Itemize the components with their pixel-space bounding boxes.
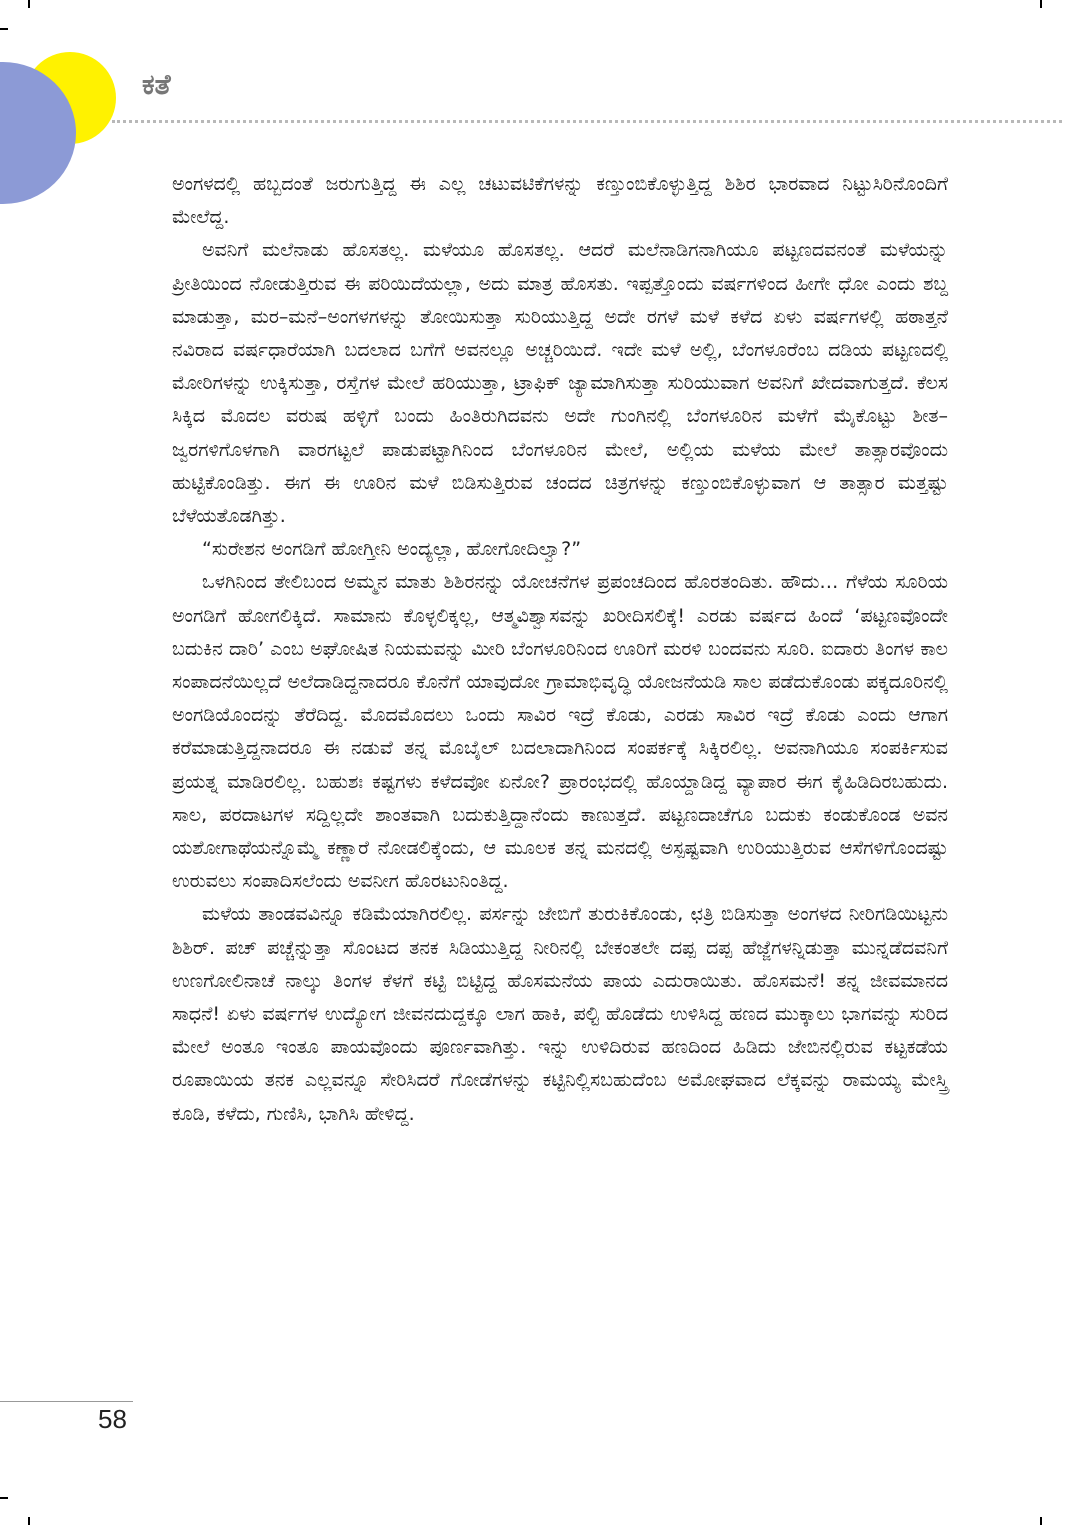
story-paragraph: ಅಂಗಳದಲ್ಲಿ ಹಬ್ಬದಂತೆ ಜರುಗುತ್ತಿದ್ದ ಈ ಎಲ್ಲ ಚಟುವಟಿಕೆಗಳನ್ನು ಕಣ್ತುಂಬಿಕೊಳ್ಳುತ್ತಿದ್ದ ಶಿಶಿರ ಭಾರವಾದ ನಿಟ್ಟುಸಿರಿನೊಂದಿಗೆ ಮೇಲೆದ್ದ. bbox=[172, 173, 948, 229]
crop-mark-left-lower bbox=[0, 1497, 8, 1499]
story-paragraph: ಅವನಿಗೆ ಮಲೆನಾಡು ಹೊಸತಲ್ಲ. ಮಳೆಯೂ ಹೊಸತಲ್ಲ. ಆದರೆ ಮಲೆನಾಡಿಗನಾಗಿಯೂ ಪಟ್ಟಣದವನಂತೆ ಮಳೆಯನ್ನು ಪ್ರೀತಿಯಿಂದ ನೋಡುತ್ತಿರುವ ಈ ಪರಿಯಿದೆಯಲ್ಲಾ, ಅದು ಮಾತ್ರ ಹೊಸತು. ಇಪ್ಪತ್ತೊಂದು ವರ್ಷಗಳಿಂದ ಹೀಗೇ ಧೋ ಎಂದು ಶಬ್ದ ಮಾಡುತ್ತಾ, ಮರ–ಮನೆ–ಅಂಗಳಗಳನ್ನು ತೋಯಿಸುತ್ತಾ ಸುರಿಯುತ್ತಿದ್ದ ಅದೇ ರಗಳೆ ಮಳೆ ಕಳೆದ ಏಳು ವರ್ಷಗಳಲ್ಲಿ ಹಠಾತ್ತನೆ ನವಿರಾದ ವರ್ಷಧಾರೆಯಾಗಿ ಬದಲಾದ ಬಗೆಗೆ ಅವನಲ್ಲೂ ಅಚ್ಚರಿಯಿದೆ. ಇದೇ ಮಳೆ ಅಲ್ಲಿ, ಬೆಂಗಳೂರೆಂಬ ದಡಿಯ ಪಟ್ಟಣದಲ್ಲಿ ಮೋರಿಗಳನ್ನು ಉಕ್ಕಿಸುತ್ತಾ, ರಸ್ತೆಗಳ ಮೇಲೆ ಹರಿಯುತ್ತಾ, ಟ್ರಾಫಿಕ್ ಜ್ಯಾಮಾಗಿಸುತ್ತಾ ಸುರಿಯುವಾಗ ಅವನಿಗೆ ಖೇದವಾಗುತ್ತದೆ. ಕೆಲಸ ಸಿಕ್ಕಿದ ಮೊದಲ ವರುಷ ಹಳ್ಳಿಗೆ ಬಂದು ಹಿಂತಿರುಗಿದವನು ಅದೇ ಗುಂಗಿನಲ್ಲಿ ಬೆಂಗಳೂರಿನ ಮಳೆಗೆ ಮೈಕೊಟ್ಟು ಶೀತ–ಜ್ವರಗಳಿಗೊಳಗಾಗಿ ವಾರಗಟ್ಟಲೆ ಪಾಡುಪಟ್ಟಾಗಿನಿಂದ ಬೆಂಗಳೂರಿನ ಮೇಲೆ, ಅಲ್ಲಿಯ ಮಳೆಯ ಮೇಲೆ ತಾತ್ಸಾರವೊಂದು ಹುಟ್ಟಿಕೊಂಡಿತ್ತು. ಈಗ ಈ ಊರಿನ ಮಳೆ ಬಿಡಿಸುತ್ತಿರುವ ಚಂದದ ಚಿತ್ರಗಳನ್ನು ಕಣ್ತುಂಬಿಕೊಳ್ಳುವಾಗ ಆ ತಾತ್ಸಾರ ಮತ್ತಷ್ಟು ಬೆಳೆಯತೊಡಗಿತ್ತು. bbox=[172, 239, 948, 528]
story-paragraph: ಒಳಗಿನಿಂದ ತೇಲಿಬಂದ ಅಮ್ಮನ ಮಾತು ಶಿಶಿರನನ್ನು ಯೋಚನೆಗಳ ಪ್ರಪಂಚದಿಂದ ಹೊರತಂದಿತು. ಹೌದು… ಗೆಳೆಯ ಸೂರಿಯ ಅಂಗಡಿಗೆ ಹೋಗಲಿಕ್ಕಿದೆ. ಸಾಮಾನು ಕೊಳ್ಳಲಿಕ್ಕಲ್ಲ, ಆತ್ಮವಿಶ್ವಾಸವನ್ನು ಖರೀದಿಸಲಿಕ್ಕೆ! ಎರಡು ವರ್ಷದ ಹಿಂದೆ ‘ಪಟ್ಟಣವೊಂದೇ ಬದುಕಿನ ದಾರಿ’ ಎಂಬ ಅಘೋಷಿತ ನಿಯಮವನ್ನು ಮೀರಿ ಬೆಂಗಳೂರಿನಿಂದ ಊರಿಗೆ ಮರಳಿ ಬಂದವನು ಸೂರಿ. ಐದಾರು ತಿಂಗಳ ಕಾಲ ಸಂಪಾದನೆಯಿಲ್ಲದೆ ಅಲೆದಾಡಿದ್ದನಾದರೂ ಕೊನೆಗೆ ಯಾವುದೋ ಗ್ರಾಮಾಭಿವೃದ್ಧಿ ಯೋಜನೆಯಡಿ ಸಾಲ ಪಡೆದುಕೊಂಡು ಪಕ್ಕದೂರಿನಲ್ಲಿ ಅಂಗಡಿಯೊಂದನ್ನು ತೆರೆದಿದ್ದ. ಮೊದಮೊದಲು ಒಂದು ಸಾವಿರ ಇದ್ರೆ ಕೊಡು, ಎರಡು ಸಾವಿರ ಇದ್ರೆ ಕೊಡು ಎಂದು ಆಗಾಗ ಕರೆಮಾಡುತ್ತಿದ್ದನಾದರೂ ಈ ನಡುವೆ ತನ್ನ ಮೊಬೈಲ್ ಬದಲಾದಾಗಿನಿಂದ ಸಂಪರ್ಕಕ್ಕೆ ಸಿಕ್ಕಿರಲಿಲ್ಲ. ಅವನಾಗಿಯೂ ಸಂಪರ್ಕಿಸುವ ಪ್ರಯತ್ನ ಮಾಡಿರಲಿಲ್ಲ. ಬಹುಶಃ ಕಷ್ಟಗಳು ಕಳೆದವೋ ಏನೋ? ಪ್ರಾರಂಭದಲ್ಲಿ ಹೊಯ್ದಾಡಿದ್ದ ವ್ಯಾಪಾರ ಈಗ ಕೈಹಿಡಿದಿರಬಹುದು. ಸಾಲ, ಪರದಾಟಗಳ ಸದ್ದಿಲ್ಲದೇ ಶಾಂತವಾಗಿ ಬದುಕುತ್ತಿದ್ದಾನೆಂದು ಕಾಣುತ್ತದೆ. ಪಟ್ಟಣದಾಚೆಗೂ ಬದುಕು ಕಂಡುಕೊಂಡ ಅವನ ಯಶೋಗಾಥೆಯನ್ನೊಮ್ಮೆ ಕಣ್ಣಾರೆ ನೋಡಲಿಕ್ಕೆಂದು, ಆ ಮೂಲಕ ತನ್ನ ಮನದಲ್ಲಿ ಅಸ್ಪಷ್ಟವಾಗಿ ಉರಿಯುತ್ತಿರುವ ಆಸೆಗಳಿಗೊಂದಷ್ಟು ಉರುವಲು ಸಂಪಾದಿಸಲೆಂದು ಅವನೀಗ ಹೊರಟುನಿಂತಿದ್ದ. bbox=[172, 571, 948, 893]
section-title: ಕತೆ bbox=[142, 68, 171, 101]
crop-mark-bottom-right bbox=[1040, 1517, 1042, 1525]
story-paragraph: “ಸುರೇಶನ ಅಂಗಡಿಗೆ ಹೋಗ್ತೀನಿ ಅಂದ್ಯಲ್ಲಾ, ಹೋಗೋದಿಲ್ವಾ?” bbox=[202, 538, 582, 561]
crop-mark-left-upper bbox=[0, 28, 8, 30]
page-number: 58 bbox=[98, 1404, 127, 1434]
header-dotted-rule bbox=[112, 120, 1062, 123]
story-body bbox=[172, 168, 948, 1131]
crop-mark-top-right bbox=[1040, 0, 1042, 8]
crop-mark-bottom-left bbox=[28, 1517, 30, 1525]
crop-mark-top-left bbox=[28, 0, 30, 8]
story-paragraph: ಮಳೆಯ ತಾಂಡವವಿನ್ನೂ ಕಡಿಮೆಯಾಗಿರಲಿಲ್ಲ. ಪರ್ಸನ್ನು ಜೇಬಿಗೆ ತುರುಕಿಕೊಂಡು, ಛತ್ರಿ ಬಿಡಿಸುತ್ತಾ ಅಂಗಳದ ನೀರಿಗಡಿಯಿಟ್ಟನು ಶಿಶಿರ್. ಪಚ್ ಪಚ್ಚೆನ್ನುತ್ತಾ ಸೊಂಟದ ತನಕ ಸಿಡಿಯುತ್ತಿದ್ದ ನೀರಿನಲ್ಲಿ ಬೇಕಂತಲೇ ದಪ್ಪ ದಪ್ಪ ಹೆಜ್ಜೆಗಳನ್ನಿಡುತ್ತಾ ಮುನ್ನಡೆದವನಿಗೆ ಉಣಗೋಲಿನಾಚೆ ನಾಲ್ಕು ತಿಂಗಳ ಕೆಳಗೆ ಕಟ್ಟಿ ಬಿಟ್ಟಿದ್ದ ಹೊಸಮನೆಯ ಪಾಯ ಎದುರಾಯಿತು. ಹೊಸಮನೆ! ತನ್ನ ಜೀವಮಾನದ ಸಾಧನೆ! ಏಳು ವರ್ಷಗಳ ಉದ್ಯೋಗ ಜೀವನದುದ್ದಕ್ಕೂ ಲಾಗ ಹಾಕಿ, ಪಲ್ಟಿ ಹೊಡೆದು ಉಳಿಸಿದ್ದ ಹಣದ ಮುಕ್ಕಾಲು ಭಾಗವನ್ನು ಸುರಿದ ಮೇಲೆ ಅಂತೂ ಇಂತೂ ಪಾಯವೊಂದು ಪೂರ್ಣವಾಗಿತ್ತು. ಇನ್ನು ಉಳಿದಿರುವ ಹಣದಿಂದ ಹಿಡಿದು ಜೇಬಿನಲ್ಲಿರುವ ಕಟ್ಟಕಡೆಯ ರೂಪಾಯಿಯ ತನಕ ಎಲ್ಲವನ್ನೂ ಸೇರಿಸಿದರೆ ಗೋಡೆಗಳನ್ನು ಕಟ್ಟಿನಿಲ್ಲಿಸಬಹುದೆಂಬ ಅಮೋಘವಾದ ಲೆಕ್ಕವನ್ನು ರಾಮಯ್ಯ ಮೇಸ್ತ್ರಿ ಕೂಡಿ, ಕಳೆದು, ಗುಣಿಸಿ, ಭಾಗಿಸಿ ಹೇಳಿದ್ದ. bbox=[172, 903, 948, 1125]
footer-rule bbox=[0, 1401, 133, 1402]
